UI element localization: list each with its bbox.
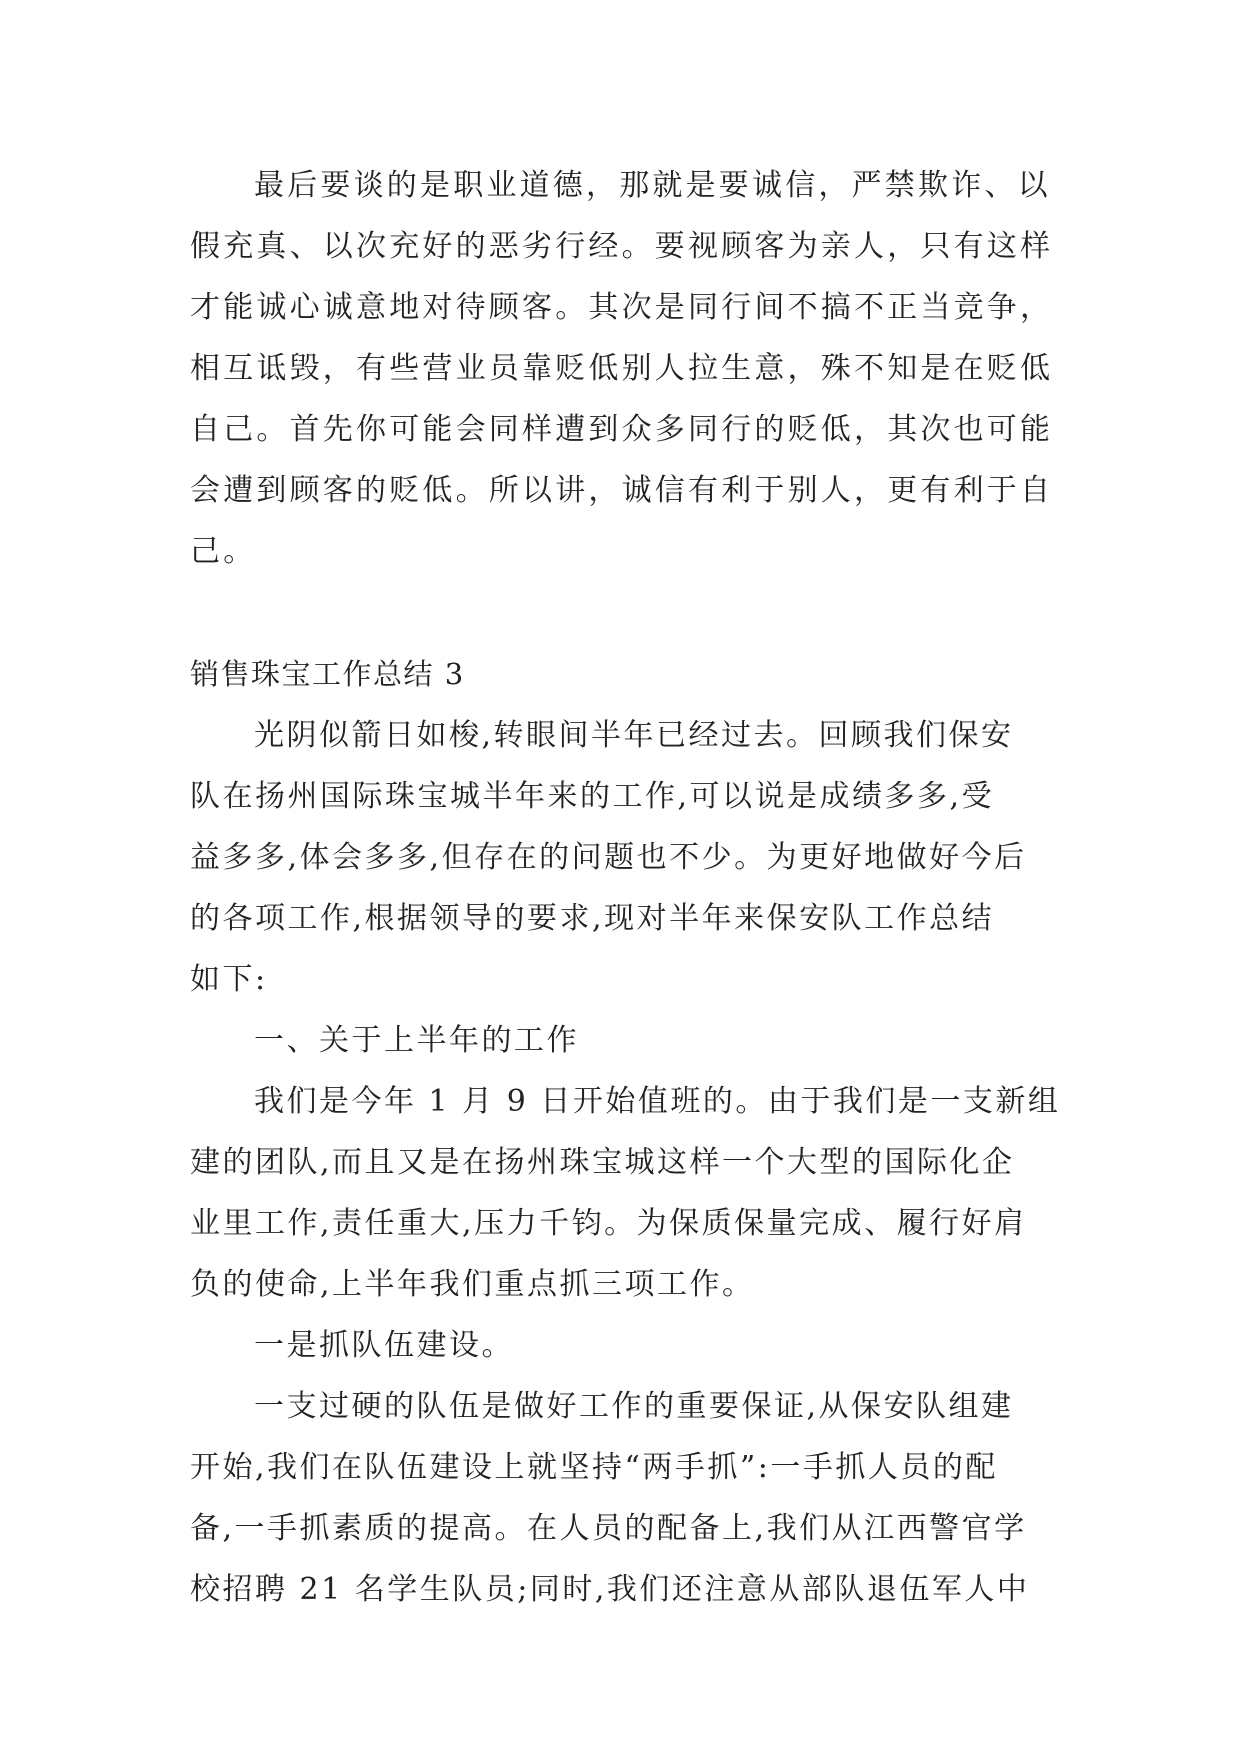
text-line: 负的使命,上半年我们重点抓三项工作。 [190, 1267, 755, 1302]
paragraph-intro [190, 705, 1060, 1010]
text-line: 会遭到顾客的贬低。所以讲，诚信有利于别人，更有利于自 [190, 473, 1054, 508]
paragraph-team-building [190, 1376, 1060, 1620]
text-line: 相互诋毁，有些营业员靠贬低别人拉生意，殊不知是在贬低 [190, 351, 1054, 386]
text-line: 一支过硬的队伍是做好工作的重要保证,从保安队组建 [254, 1389, 1014, 1424]
paragraph-professional-ethics [190, 155, 1060, 582]
text-line: 建的团队,而且又是在扬州珠宝城这样一个大型的国际化企 [190, 1145, 1015, 1180]
text-line: 业里工作,责任重大,压力千钧。为保质保量完成、履行好肩 [190, 1206, 1027, 1241]
document-body [190, 155, 1060, 1620]
paragraph-gap [190, 582, 1060, 644]
subheading-team-building: 一是抓队伍建设。 [254, 1328, 514, 1363]
text-line: 自己。首先你可能会同样遭到众多同行的贬低，其次也可能 [190, 412, 1054, 447]
paragraph-first-half [190, 1071, 1060, 1315]
section-title: 销售珠宝工作总结 3 [190, 657, 465, 691]
text-line: 己。 [190, 534, 257, 569]
text-line: 备,一手抓素质的提高。在人员的配备上,我们从江西警官学 [190, 1511, 1027, 1546]
text-line: 队在扬州国际珠宝城半年来的工作,可以说是成绩多多,受 [190, 779, 995, 814]
text-line: 开始,我们在队伍建设上就坚持“两手抓”:一手抓人员的配 [190, 1450, 998, 1485]
text-line: 如下: [190, 962, 268, 997]
text-line: 我们是今年 1 月 9 日开始值班的。由于我们是一支新组 [254, 1084, 1061, 1119]
text-line: 假充真、以次充好的恶劣行经。要视顾客为亲人，只有这样 [190, 229, 1054, 264]
text-line: 才能诚心诚意地对待顾客。其次是同行间不搞不正当竞争， [190, 290, 1054, 325]
subheading-first-half-work: 一、关于上半年的工作 [254, 1023, 579, 1058]
text-line: 的各项工作,根据领导的要求,现对半年来保安队工作总结 [190, 901, 995, 936]
text-line: 光阴似箭日如梭,转眼间半年已经过去。回顾我们保安 [254, 718, 1014, 753]
text-line: 益多多,体会多多,但存在的问题也不少。为更好地做好今后 [190, 840, 1027, 875]
text-line: 校招聘 21 名学生队员;同时,我们还注意从部队退伍军人中 [190, 1572, 1030, 1607]
text-line: 最后要谈的是职业道德，那就是要诚信，严禁欺诈、以 [254, 168, 1051, 203]
